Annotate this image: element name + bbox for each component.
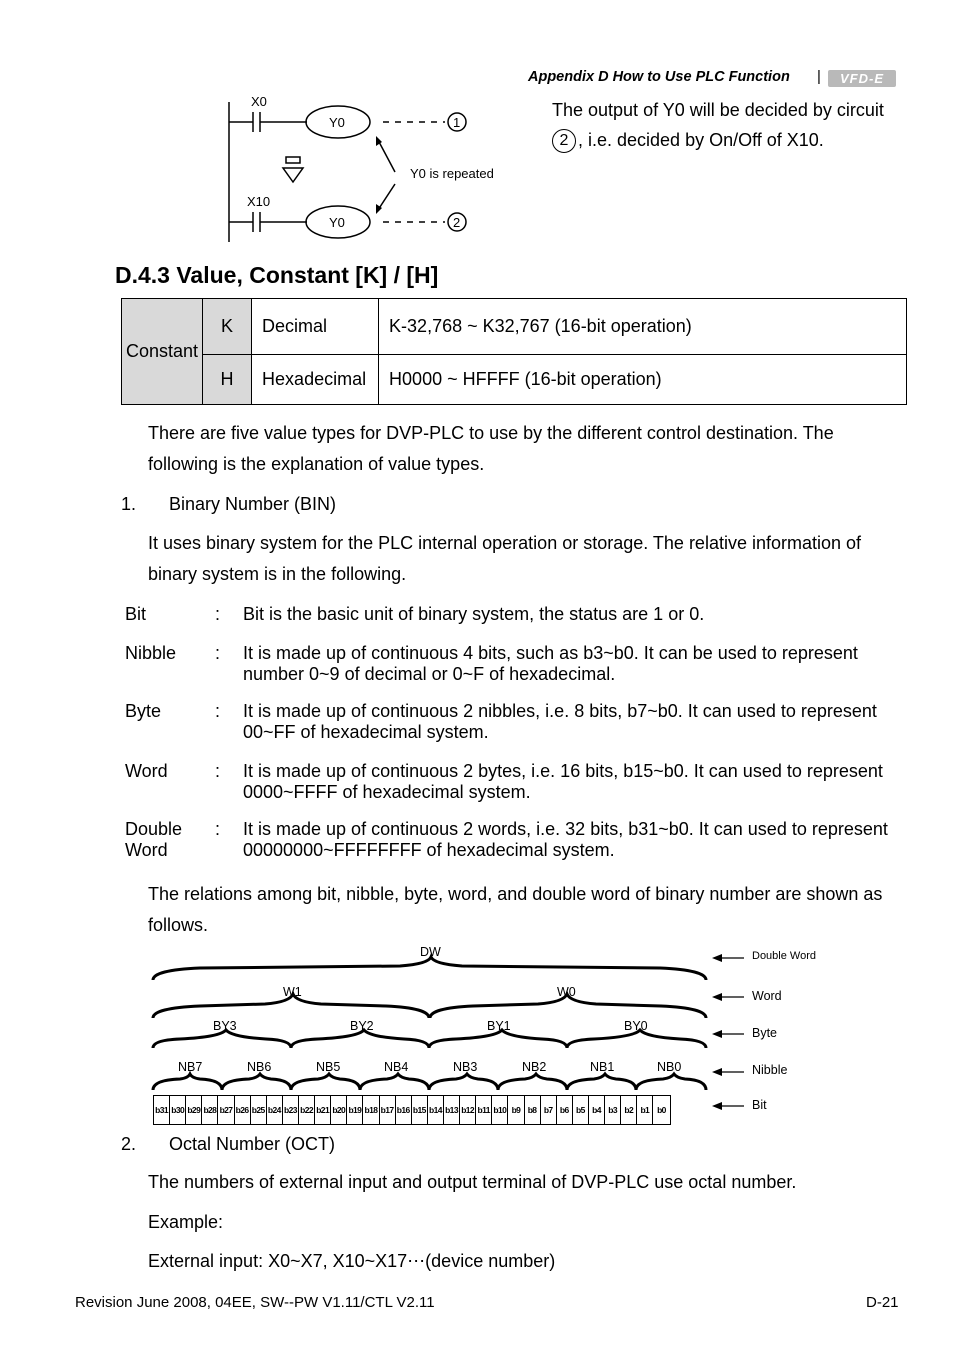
coil-y0-bottom-label: Y0 — [329, 215, 345, 230]
definition-desc: It is made up of continuous 4 bits, such as b3~b0. It can be used to represent number 0~9 of decimal or 0~F of hexadecimal. — [243, 643, 858, 684]
bit-cell: b26 — [235, 1096, 251, 1124]
nibble-label: NB3 — [453, 1060, 478, 1074]
definition-term: Byte — [125, 701, 162, 721]
bit-cell: b28 — [202, 1096, 218, 1124]
definition-term: Word — [125, 761, 168, 781]
nibble-label: NB6 — [247, 1060, 272, 1074]
circle-number-2: 2 — [453, 215, 461, 230]
bit-cell: b19 — [347, 1096, 363, 1124]
bit-cell: b14 — [428, 1096, 444, 1124]
coil-y0-top-label: Y0 — [329, 115, 345, 130]
header-separator: | — [817, 68, 821, 85]
bit-cell: b3 — [605, 1096, 621, 1124]
ladder-diagram — [220, 92, 520, 252]
footer-page-number: D-21 — [866, 1294, 899, 1311]
bit-cell: b24 — [267, 1096, 283, 1124]
bit-cell: b11 — [476, 1096, 492, 1124]
vfd-e-logo: VFD-E — [828, 70, 896, 87]
definition-colon: : — [215, 819, 221, 839]
bit-cell: b21 — [315, 1096, 331, 1124]
definition-colon: : — [215, 604, 221, 624]
footer-revision: Revision June 2008, 04EE, SW--PW V1.11/CTL V2.11 — [75, 1294, 435, 1311]
legend-word: Word — [752, 989, 782, 1003]
dw-label: DW — [420, 945, 441, 959]
word-label: W0 — [557, 985, 576, 999]
bit-cell: b9 — [508, 1096, 524, 1124]
bit-cell: b12 — [460, 1096, 476, 1124]
bit-cell: b25 — [251, 1096, 267, 1124]
definition-desc: It is made up of continuous 2 bytes, i.e. 16 bits, b15~b0. It can used to represent 0000~FFFF of hexadecimal system. — [243, 761, 883, 802]
table-cell-code: H — [203, 355, 252, 405]
legend-double-word: Double Word — [752, 950, 816, 962]
bit-cell: b6 — [557, 1096, 573, 1124]
circle-number-1: 1 — [453, 115, 461, 130]
bit-cell: b23 — [283, 1096, 299, 1124]
nibble-label: NB2 — [522, 1060, 547, 1074]
bit-cell: b13 — [444, 1096, 460, 1124]
item1-title: Binary Number (BIN) — [169, 494, 337, 514]
bit-row — [153, 1095, 671, 1125]
relations-paragraph: The relations among bit, nibble, byte, word, and double word of binary number are shown as follows. — [148, 884, 883, 935]
constant-table — [121, 298, 907, 405]
definition-colon: : — [215, 701, 221, 721]
bit-cell: b17 — [380, 1096, 396, 1124]
bit-cell: b16 — [396, 1096, 412, 1124]
item2-number: 2. — [121, 1134, 137, 1154]
nibble-label: NB1 — [590, 1060, 615, 1074]
bit-cell: b20 — [331, 1096, 347, 1124]
bit-cell: b8 — [525, 1096, 541, 1124]
bit-cell: b22 — [299, 1096, 315, 1124]
bit-cell: b2 — [621, 1096, 637, 1124]
definition-term: Nibble — [125, 643, 177, 663]
bit-cell: b7 — [541, 1096, 557, 1124]
table-cell-name: Decimal — [252, 299, 379, 355]
byte-label: BY1 — [487, 1019, 511, 1033]
contact-x10-label: X10 — [247, 194, 271, 209]
definition-term: Bit — [125, 604, 147, 624]
circuit-note — [552, 95, 912, 155]
legend-bit: Bit — [752, 1098, 767, 1112]
example-line: External input: X0~X7, X10~X17⋯(device number) — [148, 1251, 556, 1271]
header-title: Appendix D How to Use PLC Function — [528, 69, 790, 85]
table-cell-range: K-32,768 ~ K32,767 (16-bit operation) — [379, 299, 907, 355]
item2-title: Octal Number (OCT) — [169, 1134, 336, 1154]
legend-byte: Byte — [752, 1026, 778, 1040]
bit-cell: b15 — [412, 1096, 428, 1124]
bit-cell: b27 — [218, 1096, 234, 1124]
definition-term: Double Word — [125, 819, 183, 860]
bit-cell: b18 — [363, 1096, 379, 1124]
byte-label: BY3 — [213, 1019, 237, 1033]
nibble-label: NB5 — [316, 1060, 341, 1074]
definition-desc: Bit is the basic unit of binary system, the status are 1 or 0. — [243, 604, 705, 624]
definition-desc: It is made up of continuous 2 words, i.e. 32 bits, b31~b0. It can used to represent 00000000~FFFFFFFF of hexadecimal system. — [243, 819, 888, 860]
intro-paragraph: There are five value types for DVP-PLC to use by the different control destination. The following is the explanation of value types. — [148, 423, 834, 474]
item1-number: 1. — [121, 494, 137, 514]
contact-x0-label: X0 — [251, 94, 267, 109]
circuit-note-line2: , i.e. decided by On/Off of X10. — [578, 130, 824, 150]
y0-repeated-label: Y0 is repeated — [410, 166, 494, 181]
byte-label: BY0 — [624, 1019, 648, 1033]
circuit-note-line1: The output of Y0 will be decided by circuit — [552, 100, 884, 120]
nibble-label: NB4 — [384, 1060, 409, 1074]
bit-cell: b10 — [492, 1096, 508, 1124]
section-title: D.4.3 Value, Constant [K] / [H] — [115, 262, 439, 288]
table-cell-range: H0000 ~ HFFFF (16-bit operation) — [379, 355, 907, 405]
nibble-label: NB0 — [657, 1060, 682, 1074]
bit-cell: b29 — [186, 1096, 202, 1124]
circuit-note-circle: 2 — [552, 129, 576, 153]
bit-cell: b0 — [657, 1105, 666, 1115]
legend-nibble: Nibble — [752, 1063, 788, 1077]
table-cell-name: Hexadecimal — [252, 355, 379, 405]
bit-cell: b5 — [573, 1096, 589, 1124]
definition-colon: : — [215, 761, 221, 781]
table-cell-code: K — [203, 299, 252, 355]
octal-paragraph: The numbers of external input and output terminal of DVP-PLC use octal number. — [148, 1172, 797, 1192]
bit-cell: b30 — [170, 1096, 186, 1124]
definition-desc: It is made up of continuous 2 nibbles, i.e. 8 bits, b7~b0. It can used to represent 00~FF of hexadecimal system. — [243, 701, 877, 742]
definition-colon: : — [215, 643, 221, 663]
bit-cell: b4 — [589, 1096, 605, 1124]
bit-cell: b31 — [154, 1096, 170, 1124]
word-label: W1 — [283, 985, 302, 999]
byte-label: BY2 — [350, 1019, 374, 1033]
binary-paragraph: It uses binary system for the PLC internal operation or storage. The relative information of binary system is in the following. — [148, 533, 862, 584]
nibble-label: NB7 — [178, 1060, 203, 1074]
example-label: Example: — [148, 1212, 224, 1232]
constant-group-cell: Constant — [122, 299, 203, 405]
bit-cell: b1 — [637, 1096, 653, 1124]
